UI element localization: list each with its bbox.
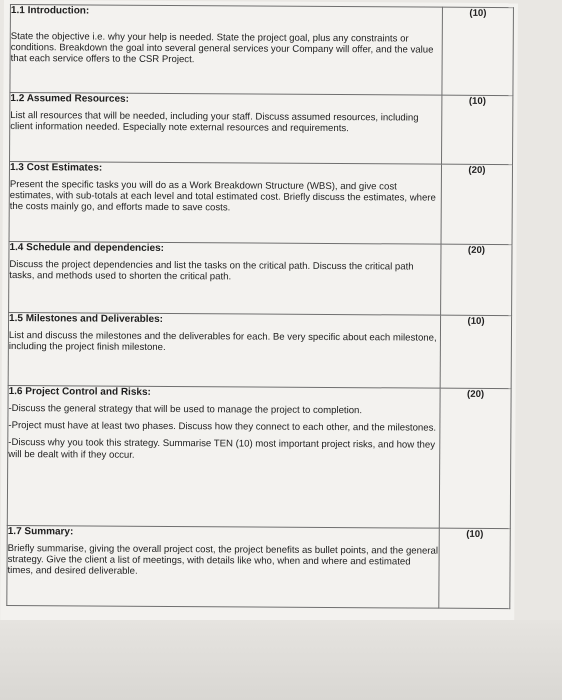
section-paragraph: Present the specific tasks you will do as a Work Breakdown Structure (WBS), and give cost estimates, with sub-totals at each level and total estimated cost. Briefly discuss the estimates, where the costs mainly go, and efforts made to save costs.: [9, 178, 436, 214]
section-paragraph: -Project must have at least two phases. Discuss how they connect to each other, and the milestones.: [8, 420, 437, 434]
rubric-row: [8, 313, 511, 389]
section-body: [7, 543, 438, 580]
rubric-row: [10, 5, 514, 96]
section-title: 1.3 Cost Estimates:: [9, 162, 103, 174]
page-shadow-area: [0, 620, 562, 700]
section-marks: (10): [442, 7, 514, 95]
section-body: [11, 31, 442, 68]
section-content-cell: [9, 242, 441, 316]
rubric-row: [7, 526, 510, 609]
section-body: [10, 110, 441, 135]
section-title: 1.7 Summary:: [7, 526, 74, 538]
section-body: [9, 330, 440, 355]
section-paragraph: State the objective i.e. why your help is needed. State the project goal, plus any constraints or conditions. Breakdown the goal into several general services your Company will offer, and the value that each service offers to the CSR Project.: [10, 30, 434, 66]
rubric-row: [10, 93, 513, 165]
section-marks: (10): [440, 315, 511, 388]
section-body: [9, 259, 440, 284]
section-body: [10, 179, 441, 216]
section-marks: (10): [439, 528, 510, 608]
section-paragraph: -Discuss the general strategy that will be used to manage the project to completion.: [8, 402, 363, 416]
rubric-row: [7, 386, 511, 529]
section-title: 1.6 Project Control and Risks:: [8, 386, 151, 398]
section-paragraph: List all resources that will be needed, including your staff. Discuss assumed resources, including client information needed. Especially note external resources and requirements.: [10, 109, 419, 135]
section-marks: (20): [441, 244, 512, 315]
rubric-table: [6, 4, 514, 609]
section-title: 1.1 Introduction:: [10, 5, 90, 17]
section-content-cell: [9, 162, 441, 245]
section-marks: (20): [441, 164, 512, 244]
section-paragraph: Discuss the project dependencies and list the tasks on the critical path. Discuss the critical path tasks, and methods used to shorten the critical path.: [9, 258, 414, 283]
section-content-cell: [10, 93, 442, 165]
section-title: 1.4 Schedule and dependencies:: [9, 242, 165, 254]
section-title: 1.5 Milestones and Deliverables:: [9, 313, 164, 325]
section-paragraph: -Discuss why you took this strategy. Summarise TEN (10) most important project risks, and how they will be dealt with if they occur.: [8, 437, 436, 461]
section-marks: (10): [442, 95, 513, 164]
section-body: [8, 403, 439, 463]
section-content-cell: [7, 526, 439, 609]
section-title: 1.2 Assumed Resources:: [10, 93, 130, 105]
rubric-row: [9, 242, 512, 316]
section-paragraph: Briefly summarise, giving the overall project cost, the project benefits as bullet points, and the general strategy. Give the client a list of meetings, with details like who, when and where and estimated times, and desired deliverable.: [7, 542, 439, 578]
section-paragraph: List and discuss the milestones and the deliverables for each. Be very specific about each milestone, including the project finish milestone.: [8, 329, 437, 354]
section-content-cell: [8, 313, 440, 389]
section-content-cell: [10, 5, 443, 96]
rubric-row: [9, 162, 512, 245]
section-marks: (20): [439, 388, 511, 528]
section-content-cell: [7, 386, 440, 529]
